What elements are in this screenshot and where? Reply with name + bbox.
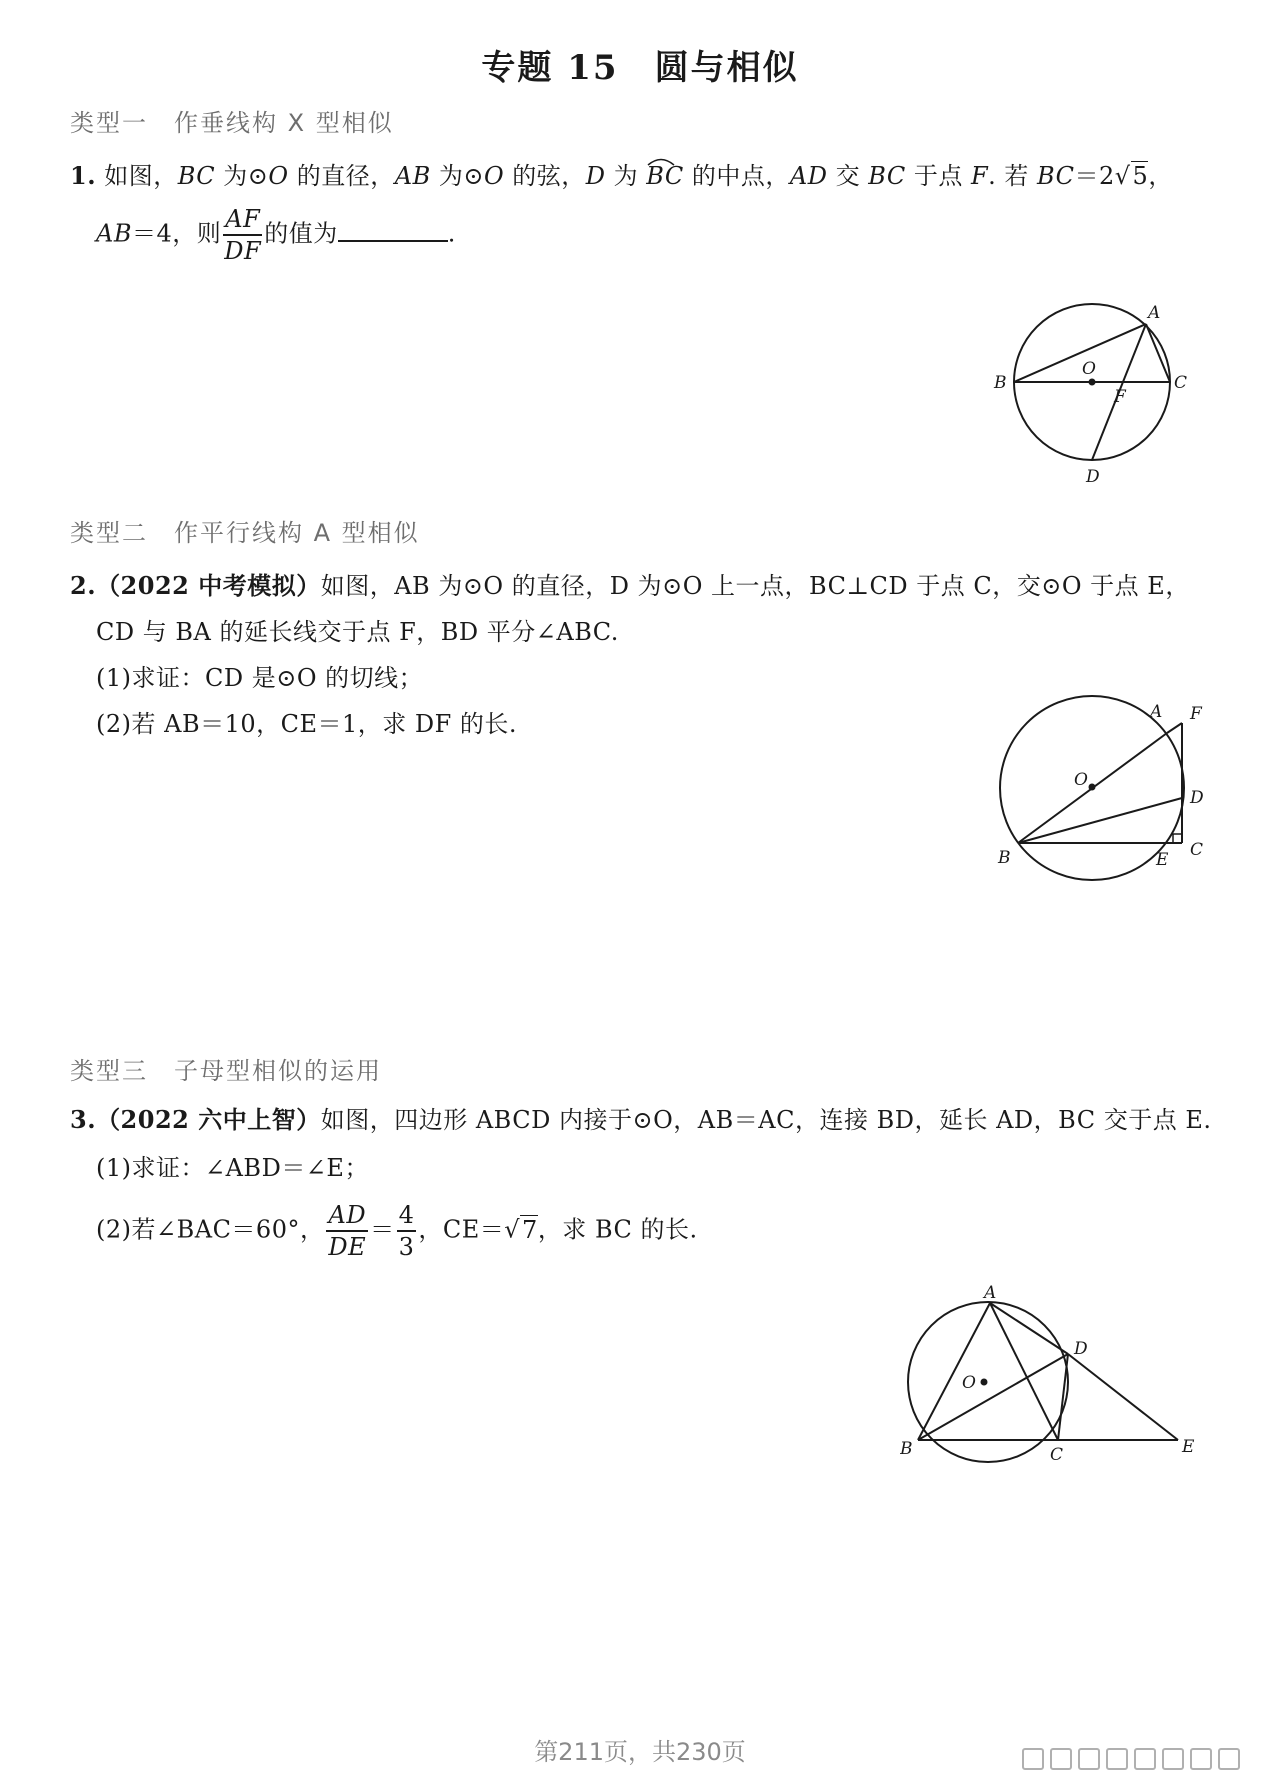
- text: 的直径，: [288, 162, 395, 190]
- label-a: A: [984, 1283, 997, 1303]
- question-number: 2.: [70, 571, 97, 600]
- text: 交: [827, 162, 869, 190]
- page-dot-icon[interactable]: [1190, 1748, 1212, 1770]
- text: 的值为: [264, 219, 338, 248]
- fraction-4-3: [397, 1200, 417, 1262]
- text: ，求 BC 的长.: [537, 1215, 698, 1244]
- page-indicator[interactable]: [1022, 1748, 1240, 1772]
- math-var: O: [483, 162, 505, 190]
- text: (2)若∠BAC＝60°，: [96, 1215, 325, 1244]
- page-dot-icon[interactable]: [1134, 1748, 1156, 1770]
- text: ＝2: [1074, 162, 1115, 190]
- arc-label: BC: [646, 162, 684, 190]
- sqrt-content: 5: [1132, 162, 1149, 190]
- arc-bc: [646, 162, 683, 190]
- label-o: O: [1074, 770, 1088, 790]
- question-2-line-1: [70, 566, 1190, 601]
- text: ＝4，则: [131, 219, 222, 248]
- label-e: E: [1182, 1437, 1195, 1457]
- sqrt-symbol: √: [1114, 162, 1131, 190]
- label-a: A: [1148, 303, 1161, 323]
- figure-2: [990, 695, 1220, 895]
- math-var: BC: [1037, 162, 1075, 190]
- text: ，: [1148, 162, 1173, 190]
- fraction-denominator: 3: [398, 1233, 415, 1261]
- math-var: BC: [177, 162, 216, 190]
- page-dot-icon[interactable]: [1162, 1748, 1184, 1770]
- segment-af: [1167, 723, 1182, 733]
- page-dot-icon[interactable]: [1078, 1748, 1100, 1770]
- label-d: D: [1190, 788, 1204, 808]
- fraction-denominator: DE: [328, 1233, 367, 1261]
- label-a: A: [1150, 702, 1163, 722]
- figure-1: [990, 290, 1210, 500]
- segment-de: [1068, 1354, 1178, 1440]
- question-2-part-2: (2)若 AB＝10，CE＝1，求 DF 的长.: [96, 710, 518, 738]
- page-dot-icon[interactable]: [1050, 1748, 1072, 1770]
- label-d: D: [1074, 1339, 1088, 1359]
- center-point: [981, 1379, 988, 1386]
- math-var: AB: [394, 162, 431, 190]
- question-3-part-1: (1)求证：∠ABD＝∠E；: [96, 1154, 369, 1182]
- figure-3: [900, 1280, 1200, 1480]
- text: 为⊙: [215, 162, 269, 190]
- fraction-numerator: AD: [326, 1200, 368, 1232]
- question-2-part-1: (1)求证：CD 是⊙O 的切线；: [96, 664, 424, 692]
- label-o: O: [1082, 359, 1096, 379]
- text: .: [447, 219, 456, 248]
- question-source: （2022 六中上智）: [96, 1105, 321, 1134]
- text: 如图，四边形 ABCD 内接于⊙O，AB＝AC，连接 BD，延长 AD，BC 交于点 E.: [320, 1106, 1212, 1134]
- center-point: [1089, 784, 1096, 791]
- label-b: B: [998, 848, 1011, 868]
- question-number: 3.: [70, 1105, 97, 1134]
- right-angle-mark-icon: [1173, 834, 1182, 843]
- label-f: F: [1114, 387, 1126, 407]
- fraction-denominator: DF: [224, 237, 262, 265]
- text: 如图，: [104, 162, 178, 190]
- text: 于点: [905, 162, 971, 190]
- arc-mark-icon: [646, 156, 676, 166]
- question-3-part-2: [96, 1200, 698, 1262]
- section-heading-3: 类型三 子母型相似的运用: [70, 1057, 382, 1085]
- sqrt-content: 7: [522, 1215, 538, 1244]
- math-var: D: [585, 162, 606, 190]
- fraction-af-df: [223, 204, 262, 266]
- math-var: BC: [868, 162, 906, 190]
- label-e: E: [1156, 850, 1169, 870]
- page-dot-icon[interactable]: [1022, 1748, 1044, 1770]
- page-footer: 第211页，共230页: [534, 1738, 746, 1766]
- label-c: C: [1174, 373, 1188, 393]
- fraction-ad-de: [326, 1200, 368, 1262]
- section-heading-2: 类型二 作平行线构 A 型相似: [70, 519, 420, 547]
- segment-ac: [1146, 324, 1170, 382]
- label-d: D: [1086, 467, 1100, 487]
- segment-ac: [990, 1303, 1058, 1440]
- section-heading-1: 类型一 作垂线构 X 型相似: [70, 109, 394, 137]
- question-source: （2022 中考模拟）: [96, 571, 321, 600]
- label-o: O: [962, 1373, 976, 1393]
- question-number: 1.: [70, 161, 97, 190]
- text: 为⊙: [430, 162, 484, 190]
- segment-bd: [1018, 798, 1182, 843]
- sqrt-symbol: √: [504, 1215, 521, 1244]
- text: 的中点，: [683, 162, 790, 190]
- math-var: AB: [96, 219, 132, 248]
- math-var: F: [970, 162, 989, 190]
- fraction-numerator: 4: [397, 1200, 417, 1232]
- label-c: C: [1190, 840, 1204, 860]
- text: 为: [605, 162, 647, 190]
- text: ，CE＝: [418, 1215, 505, 1244]
- question-1-line-1: [70, 156, 1173, 191]
- question-2-line-2: CD 与 BA 的延长线交于点 F，BD 平分∠ABC.: [96, 618, 619, 646]
- text: 如图，AB 为⊙O 的直径，D 为⊙O 上一点，BC⊥CD 于点 C，交⊙O 于点 E，: [320, 572, 1190, 600]
- page-title: 专题 15 圆与相似: [481, 48, 799, 88]
- label-c: C: [1050, 1445, 1064, 1465]
- answer-blank[interactable]: [338, 218, 448, 242]
- circle-o: [908, 1302, 1068, 1462]
- math-var: AD: [789, 162, 828, 190]
- label-b: B: [994, 373, 1007, 393]
- label-b: B: [900, 1439, 913, 1459]
- label-f: F: [1190, 704, 1202, 724]
- question-3-line-1: [70, 1100, 1212, 1135]
- text: . 若: [988, 162, 1037, 190]
- math-var: O: [268, 162, 289, 190]
- page-dot-icon[interactable]: [1106, 1748, 1128, 1770]
- center-point: [1089, 379, 1096, 386]
- fraction-numerator: AF: [223, 204, 262, 236]
- text: 的弦，: [504, 162, 586, 190]
- text: ＝: [370, 1215, 395, 1244]
- page-dot-icon[interactable]: [1218, 1748, 1240, 1770]
- question-1-line-2: [96, 204, 456, 266]
